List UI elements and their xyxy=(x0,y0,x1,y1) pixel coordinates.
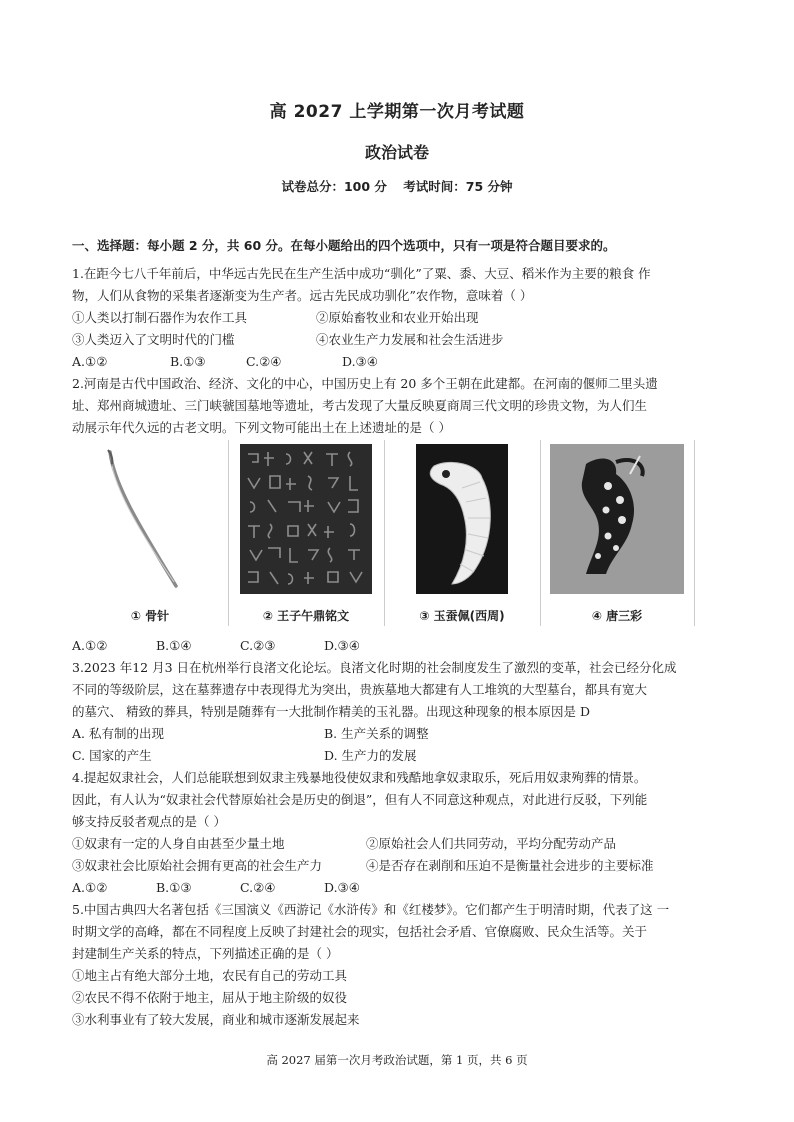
exam-meta xyxy=(0,177,794,195)
figure-tang-sancai xyxy=(540,440,695,626)
q5-statement-3: ③水利事业有了较大发展，商业和城市逐渐发展起来 xyxy=(72,1012,360,1027)
q5-statement-2: ②农民不得不依附于地主，屈从于地主阶级的奴役 xyxy=(72,990,348,1005)
q4-stem-line1: 4.提起奴隶社会，人们总能联想到奴隶主残暴地役使奴隶和残酷地拿奴隶取乐，死后用奴隶殉葬的情景。 xyxy=(72,770,647,785)
tang-sancai-icon xyxy=(546,444,688,594)
artifact-figure-row xyxy=(72,440,694,626)
exam-time: 考试时间：75 分钟 xyxy=(403,179,513,194)
q2-stem-line2: 址、郑州商城遗址、三门峡虢国墓地等遗址，考古发现了大量反映夏商周三代文明的珍贵文物，为人们生 xyxy=(72,398,648,413)
q4-option-a: A.①② xyxy=(72,880,108,895)
figure-caption-1: ① 骨针 xyxy=(130,609,170,623)
figure-bone-needle xyxy=(72,440,229,626)
q5-stem-line2: 时期文学的高峰，都在不同程度上反映了封建社会的现实，包括社会矛盾、官僚腐败、民众生活等。关于 xyxy=(72,924,648,939)
q2-stem-line1: 2.河南是古代中国政治、经济、文化的中心，中国历史上有 20 多个王朝在此建都。在河南的偃师二里头遗 xyxy=(72,376,658,391)
q2-stem-line3: 动展示年代久远的古老文明。下列文物可能出土在上述遗址的是（ ） xyxy=(72,420,451,435)
q4-stem-line3: 够支持反驳者观点的是（ ） xyxy=(72,814,226,829)
q1-option-d: D.③④ xyxy=(342,354,378,369)
q4-option-b: B.①③ xyxy=(156,880,192,895)
q3-option-a: A. 私有制的出现 xyxy=(72,726,164,741)
q4-stem-line2: 因此，有人认为“奴隶社会代替原始社会是历史的倒退”，但有人不同意这种观点，对此进行反驳，下列能 xyxy=(72,792,648,807)
q1-option-a: A.①② xyxy=(72,354,108,369)
page-footer: 高 2027 届第一次月考政治试题，第 1 页，共 6 页 xyxy=(266,1053,528,1067)
q1-statement-1: ①人类以打制石器作为农作工具 xyxy=(72,310,248,325)
section-heading: 一、选择题：每小题 2 分，共 60 分。在每小题给出的四个选项中，只有一项是符合题目要求的。 xyxy=(72,238,616,253)
q1-statement-3: ③人类迈入了文明时代的门槛 xyxy=(72,332,235,347)
figure-caption-2: ② 王子午鼎铭文 xyxy=(262,609,350,623)
q3-stem-line1: 3.2023 年12 月3 日在杭州举行良渚文化论坛。良渚文化时期的社会制度发生了激烈的变革，社会已经分化成 xyxy=(72,660,677,675)
q2-option-d: D.③④ xyxy=(324,638,360,653)
bone-needle-icon xyxy=(78,444,222,594)
q5-statement-1: ①地主占有绝大部分土地，农民有自己的劳动工具 xyxy=(72,968,348,983)
q1-option-c: C.②④ xyxy=(246,354,282,369)
q2-option-c: C.②③ xyxy=(240,638,276,653)
exam-title: 高 2027 上学期第一次月考试题 xyxy=(269,102,525,122)
q4-statement-4: ④是否存在剥削和压迫不是衡量社会进步的主要标准 xyxy=(366,858,654,873)
q3-option-d: D. 生产力的发展 xyxy=(324,748,417,763)
q3-stem-line2: 不同的等级阶层，这在墓葬遗存中表现得尤为突出，贵族墓地大都建有人工堆筑的大型墓台，都具有宽大 xyxy=(72,682,648,697)
q1-statement-4: ④农业生产力发展和社会生活进步 xyxy=(316,332,504,347)
q4-option-d: D.③④ xyxy=(324,880,360,895)
q2-option-a: A.①② xyxy=(72,638,108,653)
q2-option-b: B.①④ xyxy=(156,638,192,653)
q3-stem-line3: 的墓穴、 精致的葬具，特别是随葬有一大批制作精美的玉礼器。出现这种现象的根本原因是 D xyxy=(72,704,590,719)
jade-silkworm-icon xyxy=(390,444,534,594)
q5-stem-line3: 封建制生产关系的特点，下列描述正确的是（ ） xyxy=(72,946,339,961)
subject-title: 政治试卷 xyxy=(364,143,429,162)
figure-caption-4: ④ 唐三彩 xyxy=(591,609,643,623)
q4-statement-1: ①奴隶有一定的人身自由甚至少量土地 xyxy=(72,836,285,851)
q3-option-c: C. 国家的产生 xyxy=(72,748,152,763)
q4-option-c: C.②④ xyxy=(240,880,276,895)
q5-stem-line1: 5.中国古典四大名著包括《三国演义《西游记《水浒传》和《红楼梦》。它们都产生于明清时期，代表了这 一 xyxy=(72,902,670,917)
bronze-inscription-icon xyxy=(234,444,378,594)
figure-bronze-inscription xyxy=(228,440,385,626)
q4-statement-3: ③奴隶社会比原始社会拥有更高的社会生产力 xyxy=(72,858,323,873)
q1-stem-line1: 1.在距今七八千年前后，中华远古先民在生产生活中成功“驯化”了粟、黍、大豆、稻米作为主要的粮食 作 xyxy=(72,266,651,281)
q1-stem-line2: 物，人们从食物的采集者逐渐变为生产者。远古先民成功驯化”农作物，意味着（ ） xyxy=(72,288,533,303)
q3-option-b: B. 生产关系的调整 xyxy=(324,726,429,741)
figure-caption-3: ③ 玉蚕佩(西周) xyxy=(419,609,505,623)
figure-jade-silkworm xyxy=(384,440,541,626)
q4-statement-2: ②原始社会人们共同劳动，平均分配劳动产品 xyxy=(366,836,617,851)
q1-statement-2: ②原始畜牧业和农业开始出现 xyxy=(316,310,479,325)
total-score: 试卷总分：100 分 xyxy=(281,179,387,194)
q1-option-b: B.①③ xyxy=(170,354,206,369)
